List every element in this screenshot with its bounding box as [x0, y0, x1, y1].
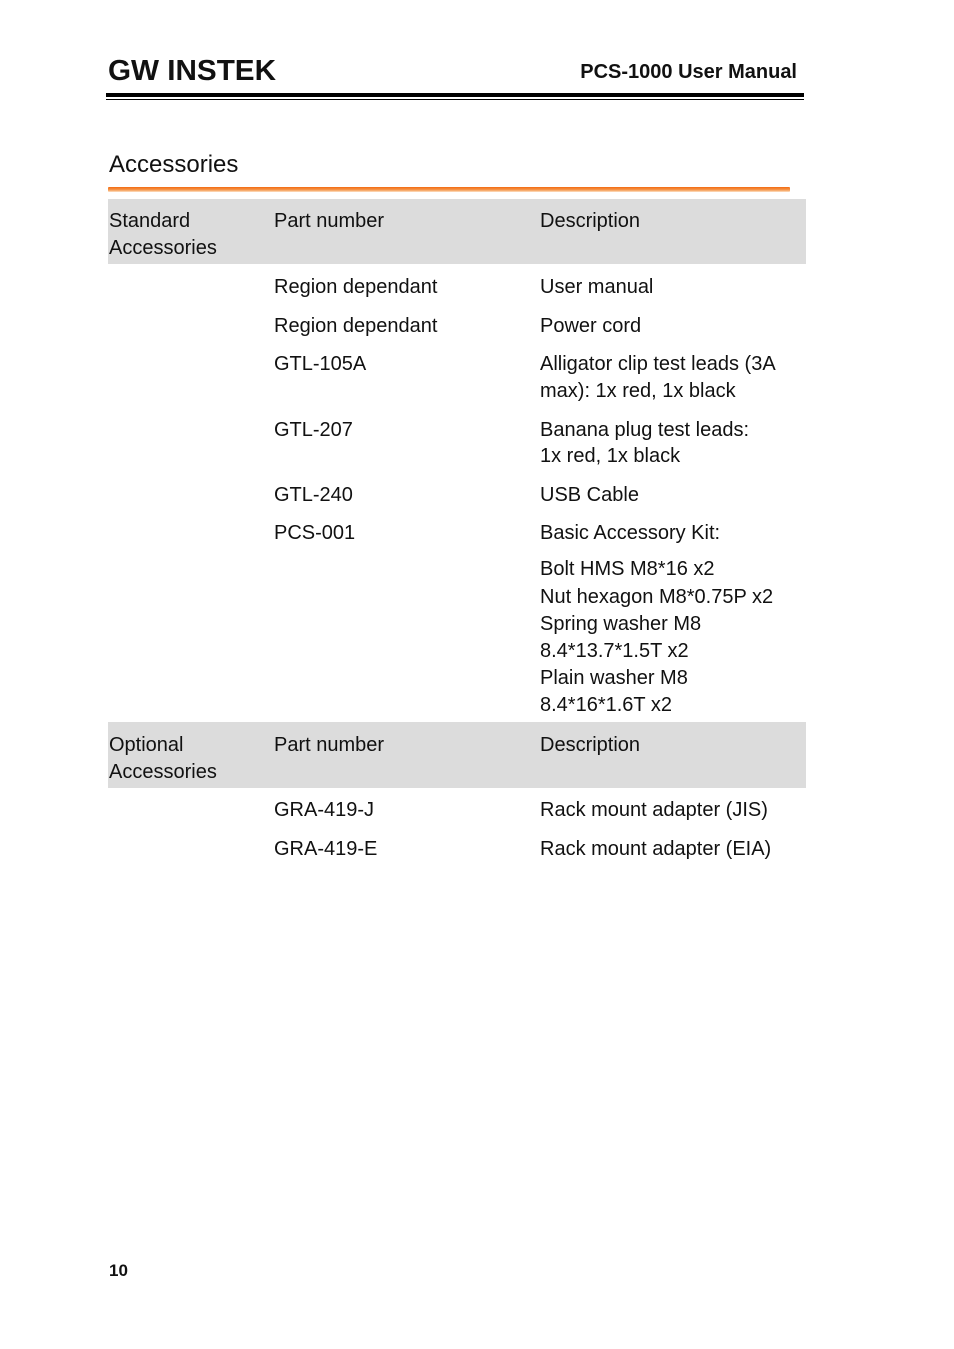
kit-item: Plain washer M8 [540, 667, 688, 689]
section-underline [108, 187, 790, 192]
table-row-description: Rack mount adapter (EIA) [540, 838, 772, 860]
table-row-description: Banana plug test leads: [540, 419, 750, 441]
table-row-description: USB Cable [540, 484, 639, 506]
table-row-part: Region dependant [274, 315, 438, 337]
kit-item: Bolt HMS M8*16 x2 [540, 558, 715, 580]
kit-item: Spring washer M8 [540, 613, 702, 635]
header-rule [106, 93, 804, 97]
table-row-part: GRA-419-E [274, 838, 378, 860]
table-row-part: PCS-001 [274, 522, 356, 544]
svg-text:GW INSTEK: GW INSTEK [108, 55, 277, 84]
gw-instek-logo [108, 54, 278, 84]
optional-group-label-line1: Optional [109, 734, 184, 756]
kit-item: 8.4*13.7*1.5T x2 [540, 640, 689, 662]
table-row-description: User manual [540, 276, 654, 298]
kit-item: Nut hexagon M8*0.75P x2 [540, 586, 774, 608]
table-row-description: Alligator clip test leads (3A [540, 353, 776, 375]
standard-description-header: Description [540, 210, 641, 232]
optional-part-number-header: Part number [274, 734, 385, 756]
table-row-description-cont: max): 1x red, 1x black [540, 380, 736, 402]
table-row-description: Power cord [540, 315, 642, 337]
standard-group-label-line2: Accessories [109, 237, 217, 259]
header-rule-thin [106, 99, 804, 100]
table-row-part: GTL-207 [274, 419, 353, 441]
optional-description-header: Description [540, 734, 641, 756]
standard-group-label-line1: Standard [109, 210, 191, 232]
section-title: Accessories [109, 151, 239, 178]
kit-item: 8.4*16*1.6T x2 [540, 694, 672, 716]
table-row-part: GRA-419-J [274, 799, 375, 821]
manual-title: PCS-1000 User Manual [580, 61, 797, 83]
optional-group-label-line2: Accessories [109, 761, 217, 783]
table-row-description-cont: 1x red, 1x black [540, 445, 681, 467]
page-number: 10 [109, 1261, 128, 1280]
table-row-part: GTL-105A [274, 353, 367, 375]
table-row-description: Rack mount adapter (JIS) [540, 799, 768, 821]
table-row-description: Basic Accessory Kit: [540, 522, 721, 544]
table-row-part: GTL-240 [274, 484, 353, 506]
table-row-part: Region dependant [274, 276, 438, 298]
standard-part-number-header: Part number [274, 210, 385, 232]
